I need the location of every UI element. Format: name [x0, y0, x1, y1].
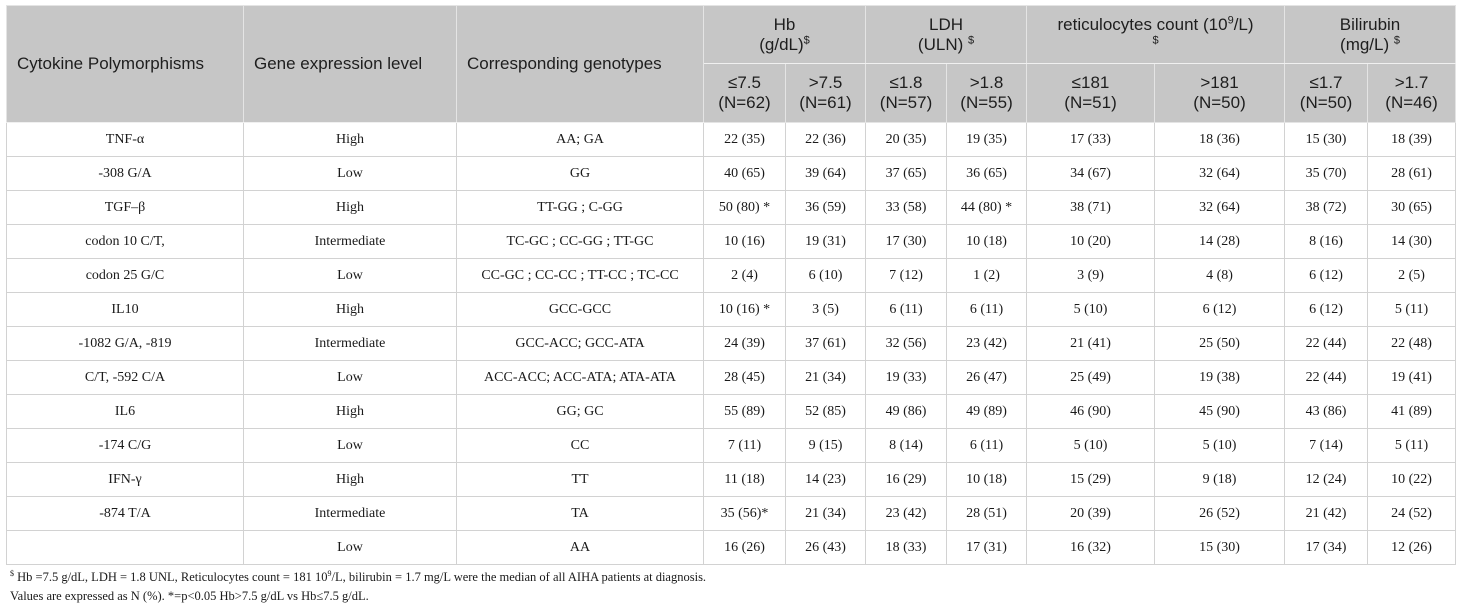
subheader-cutoff: ≤1.8: [889, 73, 923, 92]
cell-value: 35 (56)*: [704, 497, 786, 531]
cell-value: 10 (22): [1368, 463, 1456, 497]
cell-value: 19 (31): [786, 225, 866, 259]
cell-value: 17 (34): [1285, 531, 1368, 565]
cell-value: 15 (30): [1285, 123, 1368, 157]
cell-value: 2 (4): [704, 259, 786, 293]
cell-value: 3 (5): [786, 293, 866, 327]
cell-value: 14 (28): [1155, 225, 1285, 259]
table-header: [7, 6, 1456, 123]
cell-genotypes: GCC-GCC: [457, 293, 704, 327]
cell-value: 43 (86): [1285, 395, 1368, 429]
subheader-cutoff: >1.8: [969, 73, 1004, 92]
cell-value: 6 (11): [947, 429, 1027, 463]
cell-value: 25 (49): [1027, 361, 1155, 395]
cell-polymorphism: [7, 531, 244, 565]
cell-value: 18 (33): [866, 531, 947, 565]
subheader-cell: [1285, 64, 1368, 123]
cell-value: 26 (47): [947, 361, 1027, 395]
cell-genotypes: GG: [457, 157, 704, 191]
cell-value: 22 (44): [1285, 361, 1368, 395]
cell-value: 19 (38): [1155, 361, 1285, 395]
cell-genotypes: ACC-ACC; ACC-ATA; ATA-ATA: [457, 361, 704, 395]
cell-value: 5 (10): [1027, 429, 1155, 463]
cell-value: 16 (26): [704, 531, 786, 565]
cell-value: 5 (11): [1368, 429, 1456, 463]
cell-value: 24 (39): [704, 327, 786, 361]
subheader-cutoff: >1.7: [1394, 73, 1429, 92]
cell-genotypes: TT: [457, 463, 704, 497]
header-ldh: LDH (ULN) $: [866, 6, 1027, 64]
cell-value: 36 (59): [786, 191, 866, 225]
cell-polymorphism: IL10: [7, 293, 244, 327]
cell-polymorphism: codon 25 G/C: [7, 259, 244, 293]
cell-value: 24 (52): [1368, 497, 1456, 531]
cell-value: 49 (89): [947, 395, 1027, 429]
cell-value: 55 (89): [704, 395, 786, 429]
cell-value: 8 (16): [1285, 225, 1368, 259]
table-row: [7, 497, 1456, 531]
subheader-cell: [704, 64, 786, 123]
cell-value: 37 (61): [786, 327, 866, 361]
cell-value: 19 (33): [866, 361, 947, 395]
cell-value: 8 (14): [866, 429, 947, 463]
cell-expression-level: Intermediate: [244, 327, 457, 361]
cell-value: 10 (18): [947, 463, 1027, 497]
table-row: [7, 225, 1456, 259]
subheader-cell: [1155, 64, 1285, 123]
cell-value: 5 (10): [1155, 429, 1285, 463]
cell-value: 20 (35): [866, 123, 947, 157]
cell-expression-level: Low: [244, 157, 457, 191]
subheader-cutoff: ≤1.7: [1309, 73, 1343, 92]
cell-value: 32 (64): [1155, 191, 1285, 225]
cell-genotypes: TT-GG ; C-GG: [457, 191, 704, 225]
header-reticulocytes-count: reticulocytes count $(10^9/L)$ $: [1027, 6, 1285, 64]
cell-value: 10 (16): [704, 225, 786, 259]
subheader-cutoff: ≤7.5: [728, 73, 761, 92]
subheader-cutoff: >7.5: [808, 73, 843, 92]
cell-polymorphism: codon 10 C/T,: [7, 225, 244, 259]
table-row: [7, 361, 1456, 395]
subheader-cell: [866, 64, 947, 123]
table-row: [7, 259, 1456, 293]
cell-value: 22 (48): [1368, 327, 1456, 361]
table-footnotes: [6, 568, 1455, 606]
subheader-n: (N=57): [879, 93, 933, 112]
table-row: [7, 157, 1456, 191]
subheader-n: (N=50): [1299, 93, 1353, 112]
cell-value: 11 (18): [704, 463, 786, 497]
header-gene-expression-level: Gene expression level: [244, 6, 457, 123]
cell-value: 6 (12): [1285, 259, 1368, 293]
cell-value: 44 (80) *: [947, 191, 1027, 225]
table-row: [7, 429, 1456, 463]
subheader-cutoff: >181: [1200, 73, 1239, 92]
cell-value: 10 (20): [1027, 225, 1155, 259]
cell-genotypes: TC-GC ; CC-GG ; TT-GC: [457, 225, 704, 259]
results-table-container: [6, 5, 1455, 606]
cell-value: 49 (86): [866, 395, 947, 429]
table-row: [7, 531, 1456, 565]
subheader-cell: [1368, 64, 1456, 123]
cell-value: 10 (16) *: [704, 293, 786, 327]
table-row: [7, 463, 1456, 497]
cell-value: 38 (72): [1285, 191, 1368, 225]
cell-value: 3 (9): [1027, 259, 1155, 293]
cell-value: 18 (39): [1368, 123, 1456, 157]
cell-polymorphism: TNF-α: [7, 123, 244, 157]
cell-value: 23 (42): [947, 327, 1027, 361]
cell-expression-level: Intermediate: [244, 497, 457, 531]
cell-value: 16 (29): [866, 463, 947, 497]
cell-value: 14 (23): [786, 463, 866, 497]
cell-value: 34 (67): [1027, 157, 1155, 191]
cell-polymorphism: TGF–β: [7, 191, 244, 225]
table-row: [7, 123, 1456, 157]
subheader-n: (N=61): [799, 93, 852, 112]
cell-polymorphism: -174 C/G: [7, 429, 244, 463]
cell-genotypes: GG; GC: [457, 395, 704, 429]
table-row: [7, 293, 1456, 327]
cell-value: 21 (34): [786, 497, 866, 531]
cytokine-results-table: [6, 5, 1456, 565]
cell-value: 16 (32): [1027, 531, 1155, 565]
cell-expression-level: High: [244, 123, 457, 157]
cell-value: 20 (39): [1027, 497, 1155, 531]
subheader-cell: [1027, 64, 1155, 123]
cell-value: 37 (65): [866, 157, 947, 191]
cell-value: 41 (89): [1368, 395, 1456, 429]
cell-genotypes: CC: [457, 429, 704, 463]
table-row: [7, 395, 1456, 429]
subheader-cell: [786, 64, 866, 123]
subheader-n: (N=46): [1385, 93, 1438, 112]
cell-value: 21 (34): [786, 361, 866, 395]
cell-expression-level: High: [244, 395, 457, 429]
cell-value: 21 (41): [1027, 327, 1155, 361]
cell-value: 5 (11): [1368, 293, 1456, 327]
cell-expression-level: High: [244, 191, 457, 225]
cell-value: 22 (44): [1285, 327, 1368, 361]
cell-polymorphism: -1082 G/A, -819: [7, 327, 244, 361]
cell-value: 4 (8): [1155, 259, 1285, 293]
cell-value: 23 (42): [866, 497, 947, 531]
cell-expression-level: Low: [244, 361, 457, 395]
cell-value: 52 (85): [786, 395, 866, 429]
cell-value: 40 (65): [704, 157, 786, 191]
cell-value: 6 (12): [1155, 293, 1285, 327]
cell-value: 33 (58): [866, 191, 947, 225]
cell-value: 28 (45): [704, 361, 786, 395]
cell-value: 15 (30): [1155, 531, 1285, 565]
cell-value: 32 (64): [1155, 157, 1285, 191]
cell-value: 6 (11): [947, 293, 1027, 327]
cell-expression-level: High: [244, 293, 457, 327]
cell-value: 26 (52): [1155, 497, 1285, 531]
cell-value: 18 (36): [1155, 123, 1285, 157]
cell-value: 46 (90): [1027, 395, 1155, 429]
subheader-n: (N=62): [718, 93, 771, 112]
table-row: [7, 191, 1456, 225]
cell-value: 38 (71): [1027, 191, 1155, 225]
header-corresponding-genotypes: Corresponding genotypes: [457, 6, 704, 123]
cell-value: 7 (12): [866, 259, 947, 293]
cell-value: 22 (36): [786, 123, 866, 157]
cell-value: 6 (11): [866, 293, 947, 327]
cell-value: 39 (64): [786, 157, 866, 191]
cell-polymorphism: -874 T/A: [7, 497, 244, 531]
cell-value: 17 (30): [866, 225, 947, 259]
cell-value: 9 (18): [1155, 463, 1285, 497]
cell-value: 50 (80) *: [704, 191, 786, 225]
cell-value: 21 (42): [1285, 497, 1368, 531]
header-hb: Hb (g/dL)$: [704, 6, 866, 64]
subheader-n: (N=51): [1064, 93, 1117, 112]
cell-value: 19 (41): [1368, 361, 1456, 395]
cell-value: 32 (56): [866, 327, 947, 361]
cell-polymorphism: -308 G/A: [7, 157, 244, 191]
cell-value: 19 (35): [947, 123, 1027, 157]
cell-genotypes: AA; GA: [457, 123, 704, 157]
cell-value: 6 (10): [786, 259, 866, 293]
cell-genotypes: TA: [457, 497, 704, 531]
cell-value: 25 (50): [1155, 327, 1285, 361]
cell-value: 26 (43): [786, 531, 866, 565]
header-bilirubin: Bilirubin (mg/L) $: [1285, 6, 1456, 64]
table-body: [7, 123, 1456, 565]
cell-value: 12 (24): [1285, 463, 1368, 497]
cell-value: 17 (31): [947, 531, 1027, 565]
cell-polymorphism: IFN-γ: [7, 463, 244, 497]
cell-genotypes: GCC-ACC; GCC-ATA: [457, 327, 704, 361]
cell-expression-level: Intermediate: [244, 225, 457, 259]
footnote-values: Values are expressed as N (%). *=p<0.05 Hb>7.5 g/dL vs Hb≤7.5 g/dL.: [10, 589, 369, 603]
cell-value: 5 (10): [1027, 293, 1155, 327]
cell-value: 36 (65): [947, 157, 1027, 191]
cell-value: 9 (15): [786, 429, 866, 463]
cell-value: 1 (2): [947, 259, 1027, 293]
cell-genotypes: CC-GC ; CC-CC ; TT-CC ; TC-CC: [457, 259, 704, 293]
cell-value: 7 (11): [704, 429, 786, 463]
cell-value: 6 (12): [1285, 293, 1368, 327]
cell-value: 10 (18): [947, 225, 1027, 259]
cell-expression-level: High: [244, 463, 457, 497]
cell-value: 35 (70): [1285, 157, 1368, 191]
header-cytokine-polymorphisms: Cytokine Polymorphisms: [7, 6, 244, 123]
cell-value: 45 (90): [1155, 395, 1285, 429]
cell-polymorphism: C/T, -592 C/A: [7, 361, 244, 395]
subheader-n: (N=50): [1193, 93, 1246, 112]
cell-value: 15 (29): [1027, 463, 1155, 497]
footnote-median: $ Hb =7.5 g/dL, LDH = 1.8 UNL, Reticulocytes count = 181 $10^9/L$, bilirubin = 1.7 mg/L were the median of all AIHA patients at diagnosis.: [10, 568, 707, 584]
cell-value: 28 (61): [1368, 157, 1456, 191]
cell-value: 28 (51): [947, 497, 1027, 531]
cell-value: 2 (5): [1368, 259, 1456, 293]
subheader-cell: [947, 64, 1027, 123]
subheader-cutoff: ≤181: [1071, 73, 1110, 92]
cell-value: 7 (14): [1285, 429, 1368, 463]
cell-expression-level: Low: [244, 531, 457, 565]
cell-genotypes: AA: [457, 531, 704, 565]
cell-expression-level: Low: [244, 259, 457, 293]
cell-value: 30 (65): [1368, 191, 1456, 225]
cell-value: 14 (30): [1368, 225, 1456, 259]
cell-expression-level: Low: [244, 429, 457, 463]
cell-value: 17 (33): [1027, 123, 1155, 157]
cell-polymorphism: IL6: [7, 395, 244, 429]
cell-value: 22 (35): [704, 123, 786, 157]
cell-value: 12 (26): [1368, 531, 1456, 565]
subheader-n: (N=55): [960, 93, 1013, 112]
table-row: [7, 327, 1456, 361]
